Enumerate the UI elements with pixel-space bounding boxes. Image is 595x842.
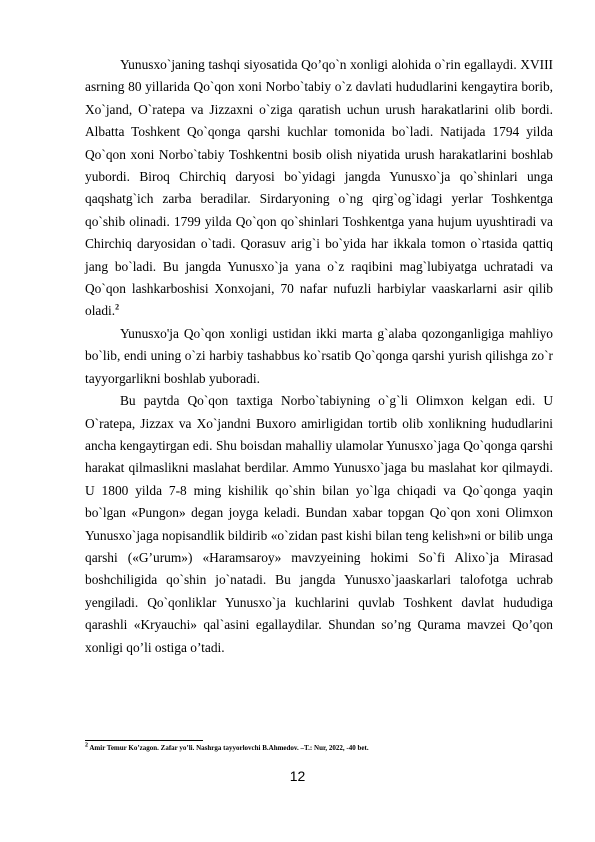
page-number: 12 bbox=[289, 768, 306, 784]
footnote-number: 2 bbox=[85, 742, 88, 749]
paragraph-1-text: Yunusxo`janing tashqi siyosatida Qo’qo`n xonligi alohida o`rin egallaydi. XVIII asrning 80 yillarida Qo`qon xoni Norbo`tabiy o`z davlati hududlarini kengaytira borib, Xo`jand, O`ratepa va Jizzaxni o`ziga qaratish uchun urush harakatlarini olib bordi. Albatta Toshkent Qo`qonga qarshi kuchlar tomonida bo`ladi. Natijada 1794 yilda Qo`qon xoni Norbo`tabiy Toshkentni bosib olish niyatida urush harakatlarini boshlab yubordi. Biroq Chirchiq daryosi bo`yidagi jangda Yunusxo`ja qo`shinlari unga qaqshatg`ich zarba beradilar. Sirdaryoning o`ng qirg`og`idagi yerlar Toshkentga qo`shib olinadi. 1799 yilda Qo`qon qo`shinlari Toshkentga yana hujum uyushtiradi va Chirchiq daryosidan o`tadi. Qorasuv arig`i bo`yida har ikkala tomon o`rtasida qattiq jang bo`ladi. Bu jangda Yunusxo`ja yana o`z raqibini mag`lubiyatga uchratadi va Qo`qon lashkarboshisi Xonxojani, 70 nafar nufuzli harbiylar vaaskarlarni asir qilib oladi. bbox=[85, 57, 553, 319]
footnote-divider bbox=[85, 740, 203, 741]
paragraph-3: Bu paytda Qo`qon taxtiga Norbo`tabiyning o`g`li Olimxon kelgan edi. U O`ratepa, Jizzax va Xo`jandni Buxoro amirligidan tortib olib xonlikning hududlarini ancha kengaytirgan edi. Shu boisdan mahalliy ulamolar Yunusxo`jaga Qo`qonga qarshi harakat qilmaslikni maslahat berdilar. Ammo Yunusxo`jaga bu maslahat kor qilmaydi. U 1800 yilda 7-8 ming kishilik qo`shin bilan yo`lga chiqadi va Qo`qonga yaqin bo`lgan «Pungon» degan joyga keladi. Bundan xabar topgan Qo`qon xoni Olimxon Yunusxo`jaga nopisandlik bildirib «o`zidan past kishi bilan teng kelish»ni or bilib unga qarshi («G’urum») «Haramsaroy» mavzyeining hokimi So`fi Alixo`ja Mirasad boshchiligida qo`shin jo`natadi. Bu jangda Yunusxo`jaaskarlari talofotga uchrab yengiladi. Qo`qonliklar Yunusxo`ja kuchlarini quvlab Toshkent davlat hududiga qarashli «Kryauchi» qal`asini egallaydilar. Shundan so’ng Qurama mavzei Qo’qon xonligi qo’li ostiga o’tadi. bbox=[85, 393, 553, 655]
paragraph-2: Yunusxo'ja Qo`qon xonligi ustidan ikki marta g`alaba qozonganligiga mahliyo bo`lib, endi uning o`zi harbiy tashabbus ko`rsatib Qo`qonga qarshi yurish qilishga zo`r tayyorgarlikni boshlab yuboradi. bbox=[85, 325, 553, 386]
footnote-reference: 2 bbox=[115, 303, 120, 312]
body-text bbox=[85, 54, 553, 659]
footnote-text: Amir Temur Ko’zagon. Zafar yo’li. Nashrga tayyorlovchi B.Ahmedov. –T.: Nur, 2022, -40 bet. bbox=[88, 744, 369, 752]
paragraph-1 bbox=[85, 54, 553, 323]
footnote bbox=[85, 744, 553, 753]
